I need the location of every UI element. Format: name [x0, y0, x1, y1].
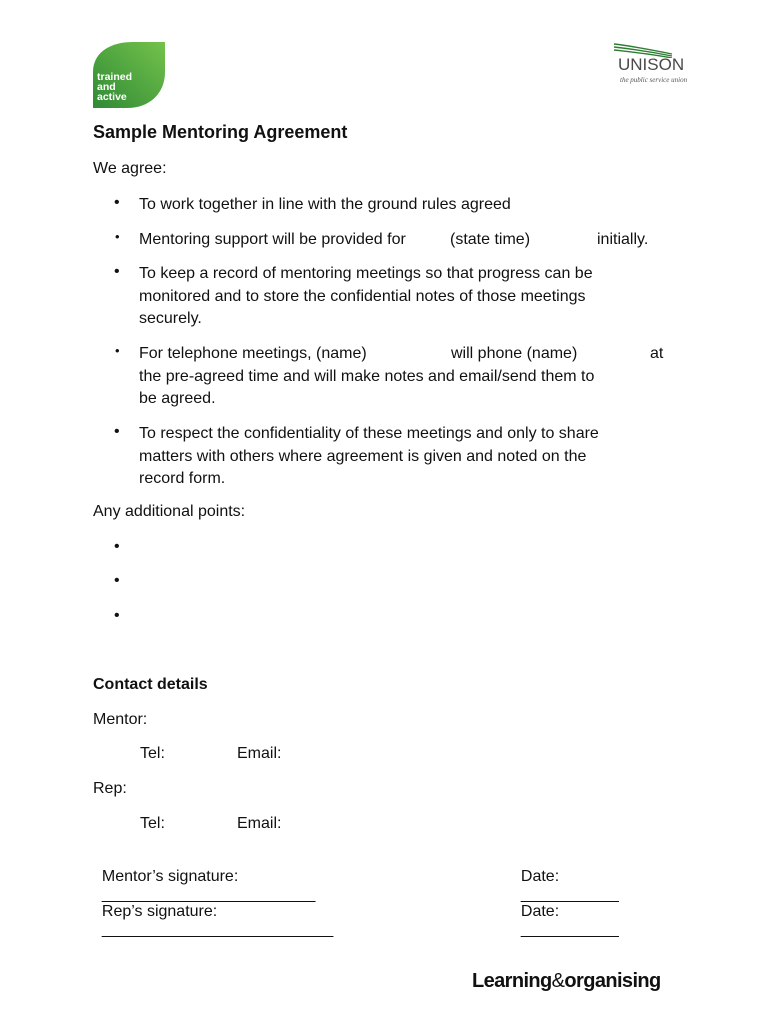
- additional-points-label: Any additional points:: [93, 503, 246, 520]
- bullet-3-line-2: monitored and to store the confidential notes of those meetings: [139, 287, 586, 305]
- bullet-2-part-2: (state time): [450, 231, 531, 248]
- unison-tagline: the public service union: [620, 76, 688, 84]
- rep-date-label: Date:: [520, 903, 560, 920]
- leaf-text-line-1: trained: [97, 71, 133, 83]
- footer-logo-part-1: Learning: [472, 970, 552, 992]
- mentor-email-label: Email:: [237, 745, 282, 762]
- bullet-1-line-1: To work together in line with the ground rules agreed: [139, 196, 511, 213]
- bullet-5-line-3: record form.: [139, 470, 226, 487]
- bullet-5-text: [139, 423, 679, 491]
- bullet-5-line-1: To respect the confidentiality of these meetings and only to share: [139, 425, 599, 442]
- rep-date-line: ___________: [520, 921, 619, 938]
- bullet-2-part-3: initially.: [597, 231, 649, 248]
- bullet-2-text: [139, 229, 679, 252]
- rep-tel-label: Tel:: [140, 815, 165, 832]
- leaf-text-line-3: active: [97, 91, 127, 103]
- rep-label: Rep:: [93, 780, 127, 797]
- rep-signature-line: __________________________: [101, 921, 334, 938]
- bullet-1-text: [139, 194, 679, 217]
- mentor-tel-label: Tel:: [140, 745, 165, 762]
- empty-bullet-3: •: [114, 607, 120, 624]
- unison-wordmark: UNISON: [618, 55, 685, 74]
- bullet-2-part-1: Mentoring support will be provided for: [139, 231, 406, 248]
- bullet-3-line-3: securely.: [139, 310, 202, 327]
- intro-text: We agree:: [93, 160, 167, 177]
- footer-logo-ampersand: &: [551, 970, 565, 992]
- bullet-4-line-2: the pre-agreed time and will make notes and email/send them to: [139, 367, 595, 385]
- bullet-4-text: [139, 343, 679, 411]
- bullet-3-text: [139, 263, 679, 331]
- bullet-marker: •: [114, 423, 120, 440]
- contact-details-heading: Contact details: [93, 676, 208, 693]
- rep-signature-row: [93, 885, 333, 939]
- document-title: Sample Mentoring Agreement: [93, 122, 348, 142]
- bullet-marker: •: [115, 343, 120, 358]
- bullet-4-part-1: For telephone meetings, (name): [139, 345, 367, 362]
- rep-date-row: [512, 885, 619, 939]
- bullet-marker: •: [114, 194, 120, 211]
- empty-bullet-1: •: [114, 538, 120, 555]
- bullet-4-part-2: will phone (name): [451, 345, 578, 362]
- bullet-3-line-1: To keep a record of mentoring meetings so that progress can be: [139, 265, 593, 282]
- rep-email-label: Email:: [237, 815, 282, 832]
- mentor-date-line: ___________: [520, 886, 619, 903]
- mentor-signature-label: Mentor’s signature:: [101, 868, 239, 885]
- trained-and-active-logo: [93, 42, 165, 108]
- mentor-signature-line: ________________________: [101, 886, 316, 903]
- bullet-marker: •: [115, 229, 120, 244]
- bullet-4-part-3: at: [650, 345, 664, 362]
- footer-logo-part-2: organising: [564, 970, 661, 992]
- bullet-5-line-2: matters with others where agreement is given and noted on the: [139, 447, 587, 465]
- empty-bullet-2: •: [114, 572, 120, 589]
- leaf-text-line-2: and: [97, 81, 116, 93]
- mentor-label: Mentor:: [93, 711, 148, 728]
- rep-signature-label: Rep’s signature:: [101, 903, 218, 920]
- mentor-date-label: Date:: [520, 868, 560, 885]
- bullet-marker: •: [114, 263, 120, 280]
- unison-logo: [612, 42, 706, 86]
- bullet-4-line-3: be agreed.: [139, 390, 216, 407]
- learning-organising-logo: [472, 970, 661, 993]
